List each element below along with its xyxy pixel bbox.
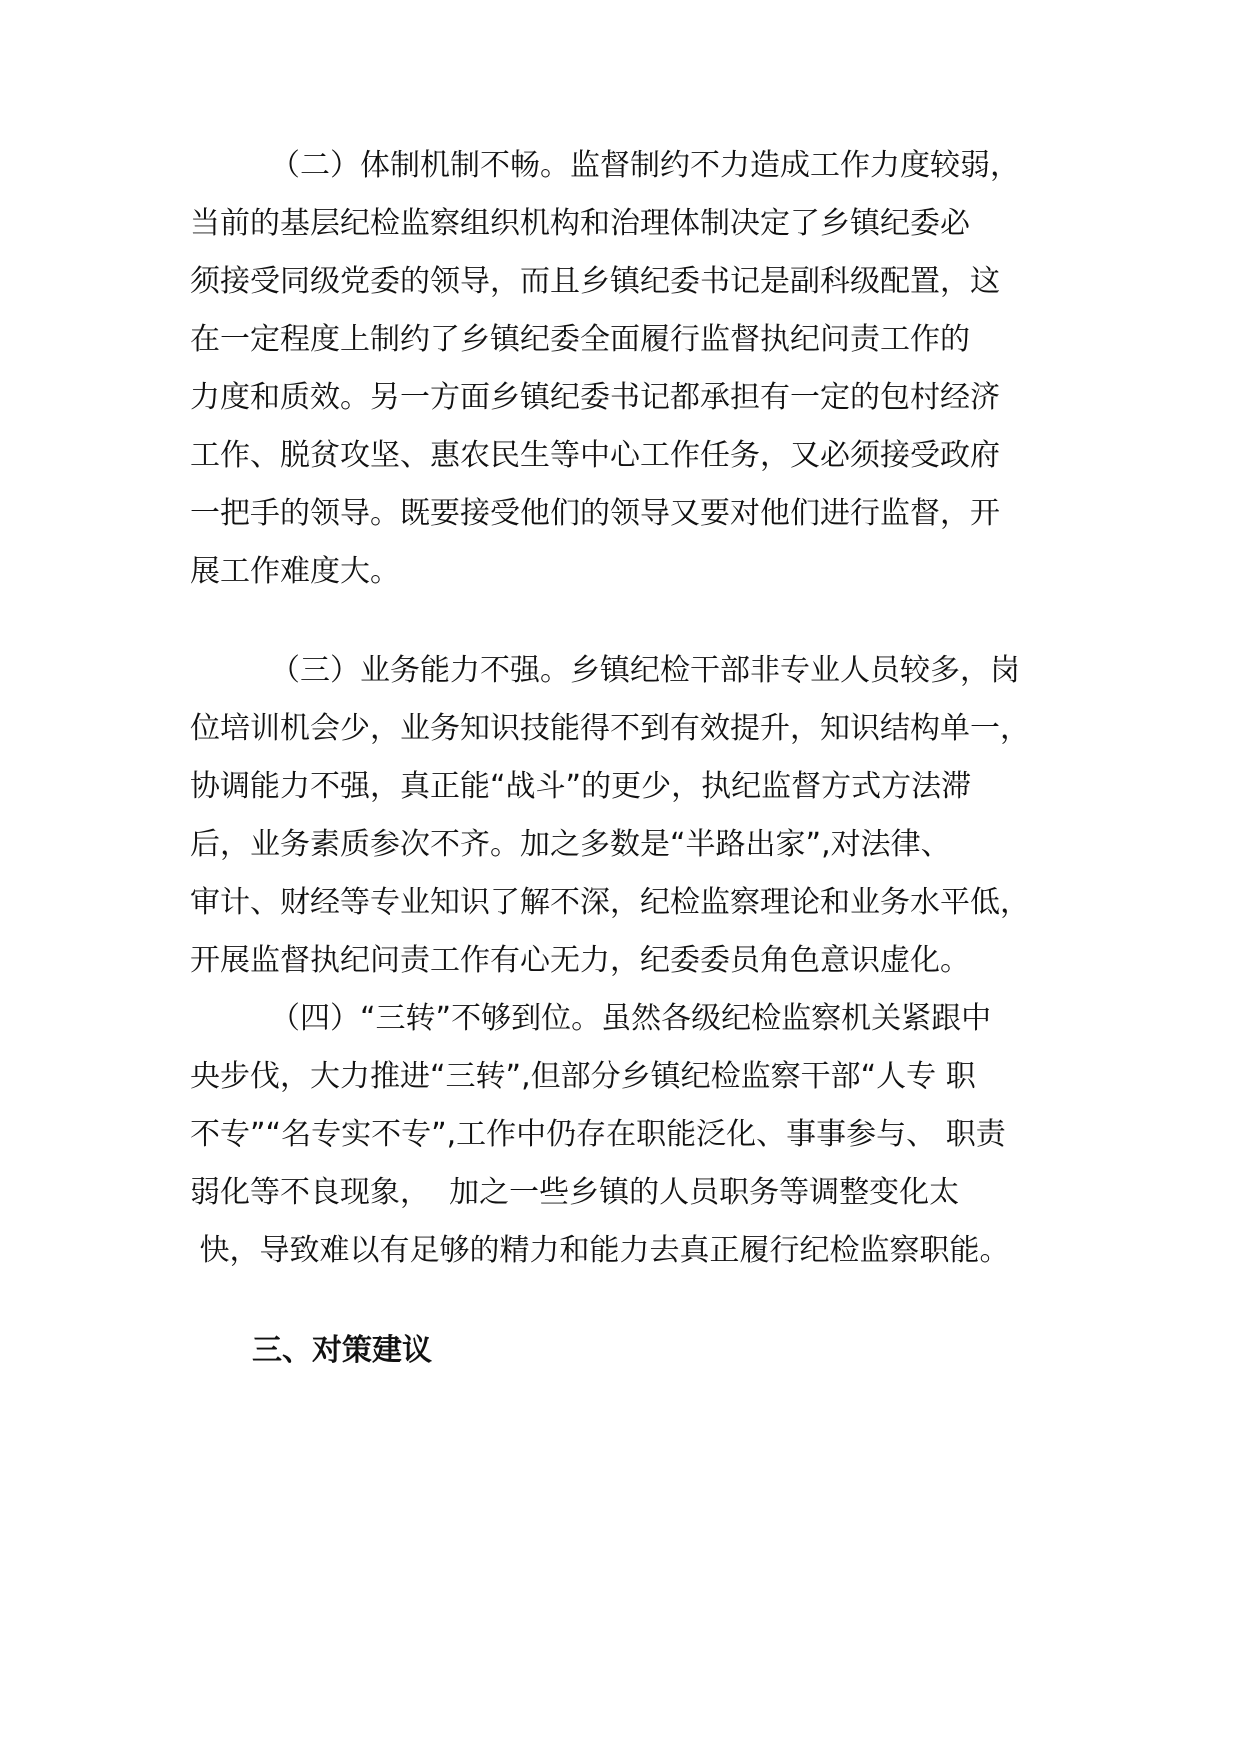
paragraph-line: 在一定程度上制约了乡镇纪委全面履行监督执纪问责工作的 [190,322,970,357]
paragraph-line: 力度和质效。另一方面乡镇纪委书记都承担有一定的包村经济 [190,380,1000,415]
paragraph-line: 一把手的领导。既要接受他们的领导又要对他们进行监督，开 [190,496,1000,531]
paragraph-line: 位培训机会少，业务知识技能得不到有效提升，知识结构单一， [190,711,1030,746]
paragraph-line: （二）体制机制不畅。监督制约不力造成工作力度较弱， [270,148,1020,183]
paragraph-line: （四）“三转”不够到位。虽然各级纪检监察机关紧跟中 [270,1001,992,1036]
paragraph-line: 协调能力不强，真正能“战斗”的更少，执纪监督方式方法滞 [190,769,972,804]
paragraph-line: 开展监督执纪问责工作有心无力，纪委委员角色意识虚化。 [190,943,970,978]
paragraph-line: 央步伐，大力推进“三转”,但部分乡镇纪检监察干部“人专 职 [190,1059,976,1094]
paragraph-section-4 [190,990,1070,1280]
paragraph-line: （三）业务能力不强。乡镇纪检干部非专业人员较多，岗 [270,653,1020,688]
paragraph-line: 快，导致难以有足够的精力和能力去真正履行纪检监察职能。 [190,1233,1010,1268]
paragraph-section-3 [190,642,1070,990]
paragraph-line: 当前的基层纪检监察组织机构和治理体制决定了乡镇纪委必 [190,206,970,241]
paragraph-line: 审计、财经等专业知识了解不深，纪检监察理论和业务水平低， [190,885,1030,920]
paragraph-line: 须接受同级党委的领导，而且乡镇纪委书记是副科级配置，这 [190,264,1000,299]
paragraph-line: 弱化等不良现象， 加之一些乡镇的人员职务等调整变化太 [190,1175,960,1210]
paragraph-line: 工作、脱贫攻坚、惠农民生等中心工作任务，又必须接受政府 [190,438,1000,473]
paragraph-line: 不专”“名专实不专”,工作中仍存在职能泛化、事事参与、 职责 [190,1117,1006,1152]
paragraph-line: 后，业务素质参次不齐。加之多数是“半路出家”,对法律、 [190,827,951,862]
section-heading: 三、对策建议 [252,1333,432,1368]
paragraph-line: 展工作难度大。 [190,554,400,589]
paragraph-section-2 [190,137,1070,601]
